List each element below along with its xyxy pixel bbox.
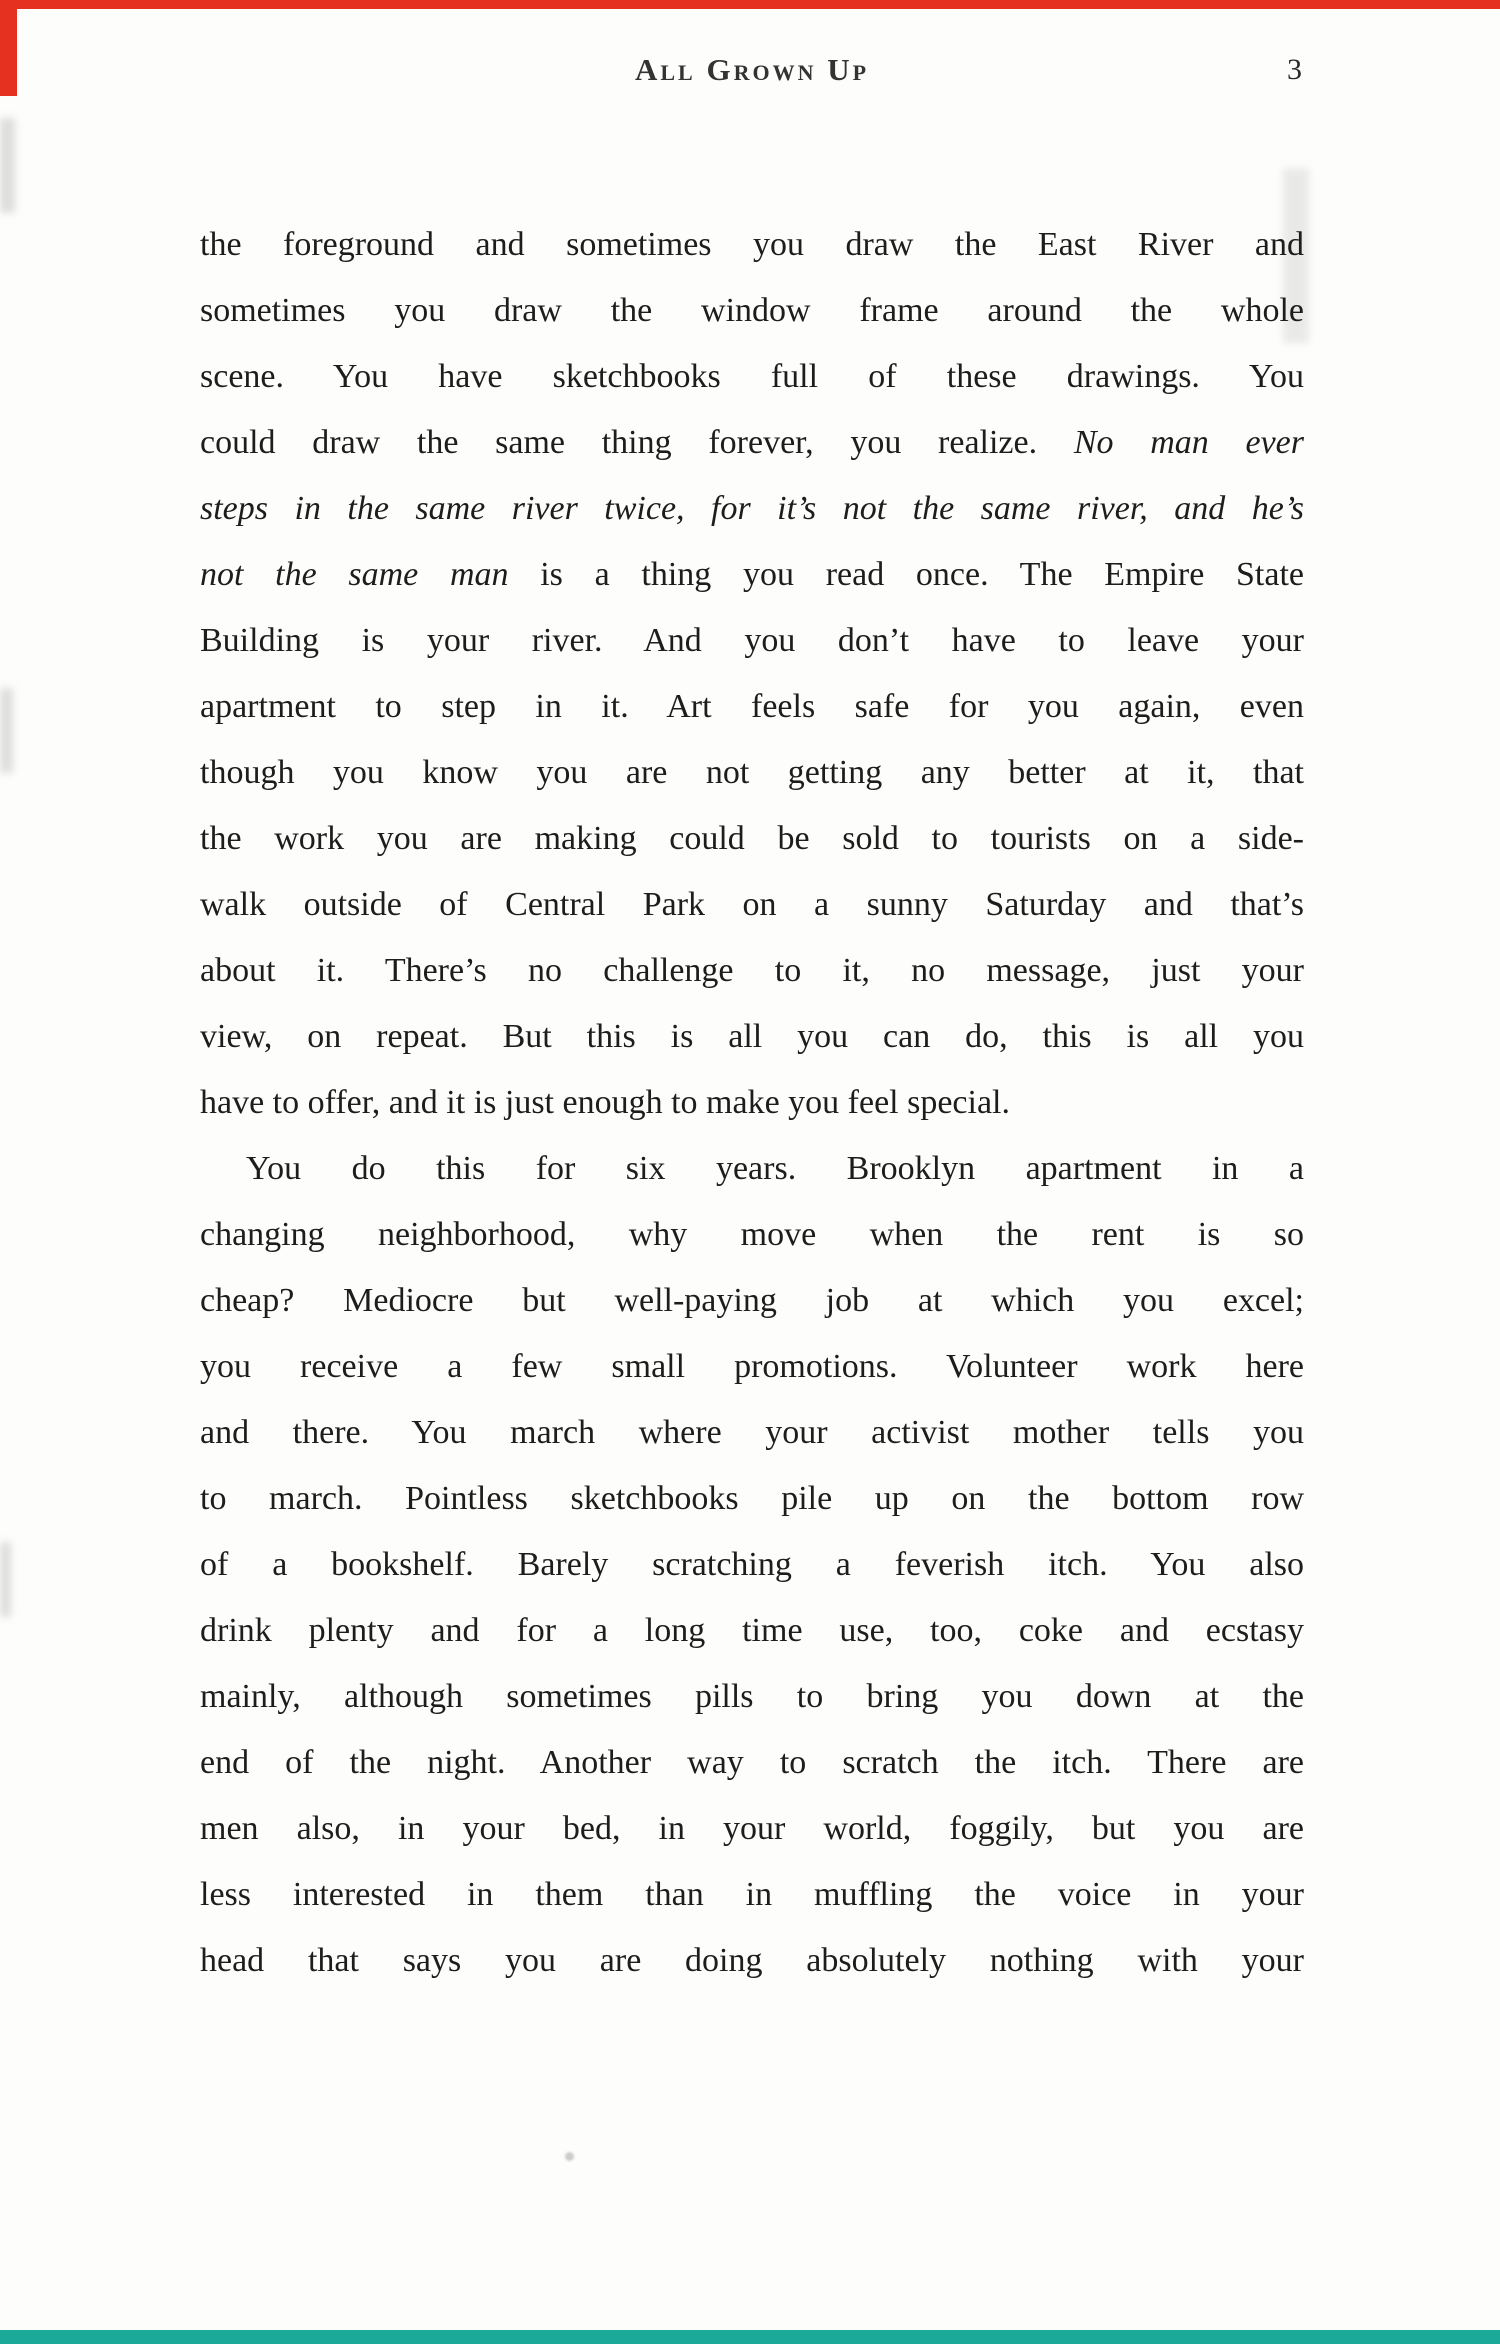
text-line	[200, 1004, 1304, 1070]
body-text-segment: view, on repeat. But this is all you can do, this is all you	[200, 1018, 1304, 1055]
text-line	[200, 608, 1304, 674]
text-line	[200, 806, 1304, 872]
body-text-segment: though you know you are not getting any better at it, that	[200, 754, 1304, 791]
body-text-segment: have to offer, and it is just enough to make you feel special.	[200, 1084, 1011, 1121]
body-text-segment: you receive a few small promotions. Volunteer work here	[200, 1348, 1304, 1385]
body-text-segment: about it. There’s no challenge to it, no message, just your	[200, 952, 1304, 989]
body-text-segment: the foreground and sometimes you draw the East River and	[200, 226, 1304, 263]
body-text-segment: walk outside of Central Park on a sunny Saturday and that’s	[200, 886, 1304, 923]
body-text-segment: sometimes you draw the window frame around the whole	[200, 292, 1304, 329]
body-text	[200, 212, 1304, 1994]
text-line	[200, 938, 1304, 1004]
text-line	[200, 344, 1304, 410]
body-text-segment: to march. Pointless sketchbooks pile up on the bottom row	[200, 1480, 1304, 1517]
body-text-segment: cheap? Mediocre but well-paying job at which you excel;	[200, 1282, 1304, 1319]
scan-artifact	[565, 2152, 574, 2161]
body-text-segment: of a bookshelf. Barely scratching a feverish itch. You also	[200, 1546, 1304, 1583]
body-text-segment: drink plenty and for a long time use, too, coke and ecstasy	[200, 1612, 1304, 1649]
page-number: 3	[1287, 53, 1302, 86]
body-text-segment: is a thing you read once. The Empire State	[508, 556, 1304, 593]
body-text-segment: You do this for six years. Brooklyn apartment in a	[246, 1150, 1304, 1187]
text-line	[200, 212, 1304, 278]
text-line	[200, 1598, 1304, 1664]
text-line	[200, 1862, 1304, 1928]
scan-artifact	[0, 118, 15, 213]
body-text-segment: less interested in them than in muffling the voice in your	[200, 1876, 1304, 1913]
text-line	[200, 872, 1304, 938]
body-text-segment: scene. You have sketchbooks full of these drawings. You	[200, 358, 1304, 395]
text-line	[200, 410, 1304, 476]
text-line	[200, 1664, 1304, 1730]
body-text-segment: head that says you are doing absolutely nothing with your	[200, 1942, 1304, 1979]
text-line	[200, 1400, 1304, 1466]
page-content	[200, 0, 1304, 1994]
italic-text: steps in the same river twice, for it’s not the same river, and he’s	[200, 490, 1304, 527]
text-line	[200, 476, 1304, 542]
cover-edge-left	[0, 0, 17, 96]
body-text-segment: mainly, although sometimes pills to bring you down at the	[200, 1678, 1304, 1715]
text-line	[200, 1532, 1304, 1598]
text-line	[200, 1202, 1304, 1268]
text-line	[200, 740, 1304, 806]
body-text-segment: and there. You march where your activist mother tells you	[200, 1414, 1304, 1451]
body-text-segment: the work you are making could be sold to tourists on a side-	[200, 820, 1304, 857]
italic-text: No man ever	[1073, 424, 1304, 461]
scan-artifact	[0, 688, 13, 773]
text-line	[200, 1796, 1304, 1862]
text-line	[200, 1070, 1304, 1136]
text-line	[200, 674, 1304, 740]
scan-artifact	[0, 1542, 11, 1617]
text-line	[200, 1136, 1304, 1202]
text-line	[200, 542, 1304, 608]
body-text-segment: could draw the same thing forever, you realize.	[200, 424, 1074, 461]
text-line	[200, 1928, 1304, 1994]
body-text-segment: men also, in your bed, in your world, foggily, but you are	[200, 1810, 1304, 1847]
page-header	[200, 52, 1304, 94]
text-line	[200, 1334, 1304, 1400]
text-line	[200, 1466, 1304, 1532]
body-text-segment: changing neighborhood, why move when the rent is so	[200, 1216, 1304, 1253]
italic-text: not the same man	[200, 556, 509, 593]
text-line	[200, 278, 1304, 344]
text-line	[200, 1268, 1304, 1334]
body-text-segment: end of the night. Another way to scratch the itch. There are	[200, 1744, 1304, 1781]
cover-edge-bottom	[0, 2330, 1500, 2344]
running-title: All Grown Up	[634, 52, 870, 87]
body-text-segment: Building is your river. And you don’t have to leave your	[200, 622, 1304, 659]
text-line	[200, 1730, 1304, 1796]
body-text-segment: apartment to step in it. Art feels safe for you again, even	[200, 688, 1304, 725]
